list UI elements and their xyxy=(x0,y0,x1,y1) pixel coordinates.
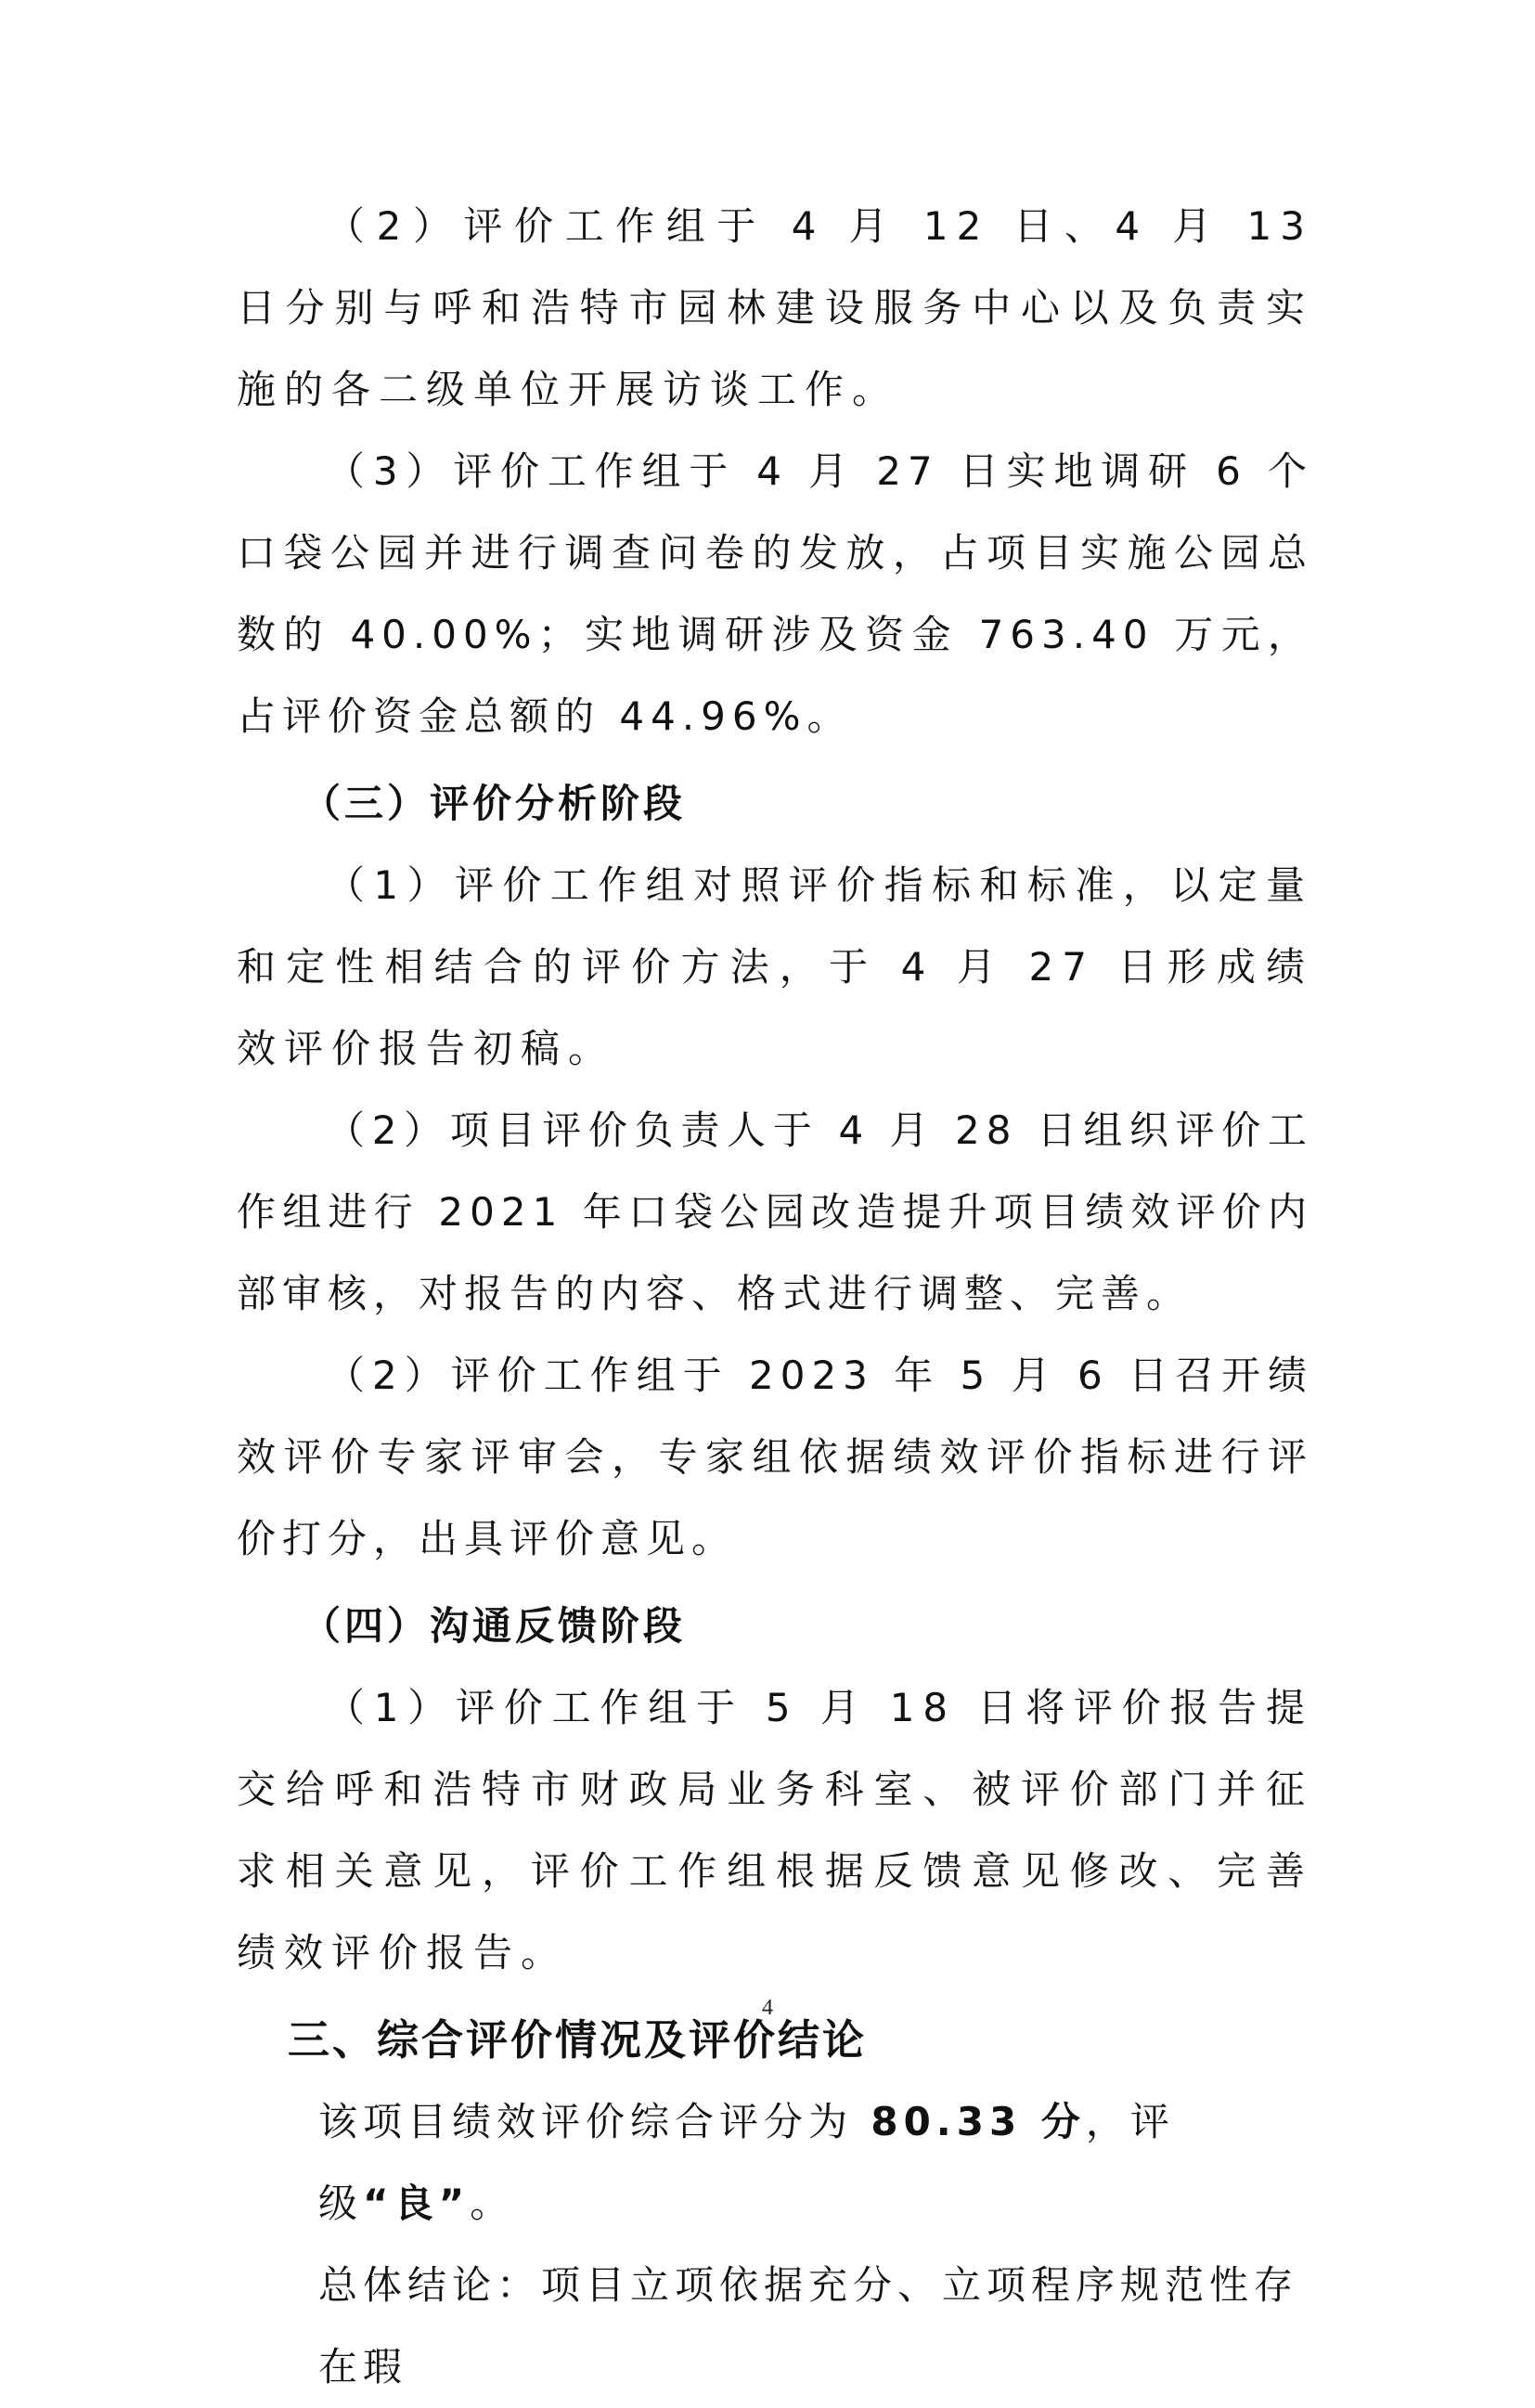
paragraph-interviews: （2）评价工作组于 4 月 12 日、4 月 13 日分别与呼和浩特市园林建设服务中心以及负责实施的各二级单位开展访谈工作。 xyxy=(237,203,1313,412)
paragraph-internal-review: （2）项目评价负责人于 4 月 28 日组织评价工作组进行 2021 年口袋公园改造提升项目绩效评价内部审核，对报告的内容、格式进行调整、完善。 xyxy=(237,1107,1313,1316)
score-value: 80.33 分 xyxy=(871,2099,1086,2144)
paragraph-score xyxy=(237,2081,1313,2245)
section-heading-feedback: （四）沟通反馈阶段 xyxy=(302,1603,687,1649)
document-body xyxy=(237,186,1313,2408)
section-heading-analysis: （三）评价分析阶段 xyxy=(302,781,687,826)
paragraph-submit-report: （1）评价工作组于 5 月 18 日将评价报告提交给呼和浩特市财政局业务科室、被评价部门并征求相关意见，评价工作组根据反馈意见修改、完善绩效评价报告。 xyxy=(237,1685,1313,1975)
paragraph-expert-review: （2）评价工作组于 2023 年 5 月 6 日召开绩效评价专家评审会，专家组依据绩效评价指标进行评价打分，出具评价意见。 xyxy=(237,1353,1313,1561)
paragraph-field-research: （3）评价工作组于 4 月 27 日实地调研 6 个口袋公园并进行调查问卷的发放，占项目实施公园总数的 40.00%；实地调研涉及资金 763.40 万元，占评价资金总额的 44.96%。 xyxy=(237,448,1313,739)
score-suffix: 。 xyxy=(470,2181,515,2226)
score-prefix: 该项目绩效评价综合评分为 xyxy=(318,2099,871,2144)
page-number: 4 xyxy=(762,1996,773,2020)
score-grade: “良” xyxy=(363,2181,471,2226)
paragraph-overall-conclusion: 总体结论：项目立项依据充分、立项程序规范性存在瑕 xyxy=(318,2262,1299,2389)
score-middle: ，评级 xyxy=(318,2099,1175,2226)
paragraph-draft-report: （1）评价工作组对照评价指标和标准，以定量和定性相结合的评价方法，于 4 月 27 日形成绩效评价报告初稿。 xyxy=(237,862,1313,1071)
section-heading-conclusion: 三、综合评价情况及评价结论 xyxy=(288,2015,868,2065)
